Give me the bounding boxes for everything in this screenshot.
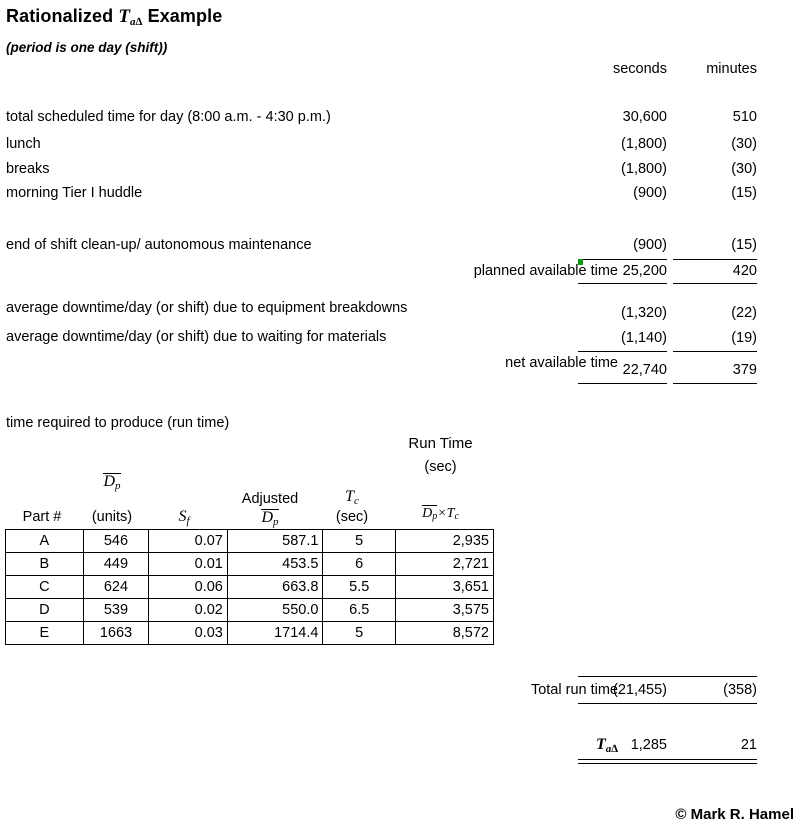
formula-tc-letter: T: [446, 506, 455, 521]
page-title-symbol: T: [118, 6, 131, 27]
statement-row-minutes: (30): [731, 161, 757, 177]
downtime-row-label: average downtime/day (or shift) due to equipment breakdowns: [6, 300, 408, 316]
net-available-rule-top-minutes: [673, 351, 757, 352]
total-run-time-label: Total run time: [530, 682, 618, 698]
adjusted-dp-subscript: p: [273, 516, 279, 528]
downtime-row-seconds: (1,140): [621, 330, 667, 346]
downtime-row-seconds: (1,320): [621, 305, 667, 321]
subtotal-rule-top-minutes: [673, 259, 757, 260]
cell-adjusted: 663.8: [227, 576, 323, 599]
subtotal-rule-bottom-seconds: [578, 283, 667, 284]
downtime-row-minutes: (19): [731, 330, 757, 346]
table-row: [6, 622, 494, 645]
subtotal-rule-bottom-minutes: [673, 283, 757, 284]
statement-row-label: lunch: [6, 136, 41, 152]
ta-delta-rule-2: [578, 763, 757, 764]
downtime-row-minutes: (22): [731, 305, 757, 321]
statement-row-seconds: (900): [633, 185, 667, 201]
cell-adjusted: 587.1: [227, 530, 323, 553]
net-available-time-seconds: 22,740: [622, 362, 667, 378]
dp-symbol-subscript: p: [115, 480, 121, 492]
page-title: [6, 6, 222, 28]
cell-sf: 0.01: [149, 553, 228, 576]
copyright-notice: © Mark R. Hamel: [675, 806, 794, 823]
statement-row-seconds: (900): [633, 237, 667, 253]
runtime-header-dp-symbol: [79, 473, 145, 494]
cell-part: C: [6, 576, 84, 599]
tc-symbol-subscript: c: [354, 495, 359, 507]
statement-row-seconds: (1,800): [621, 161, 667, 177]
runtime-header-tc-unit: (sec): [335, 509, 369, 525]
cell-part: A: [6, 530, 84, 553]
runtime-section-caption: time required to produce (run time): [6, 415, 230, 431]
statement-row-minutes: (30): [731, 136, 757, 152]
table-row: [6, 530, 494, 553]
cell-adjusted: 453.5: [227, 553, 323, 576]
table-row: [6, 599, 494, 622]
cell-part: D: [6, 599, 84, 622]
adjusted-dp-letter: D: [261, 509, 274, 526]
tc-symbol-letter: T: [345, 488, 354, 505]
cell-sf: 0.07: [149, 530, 228, 553]
ta-symbol-letter: T: [595, 736, 606, 753]
column-header-seconds: seconds: [612, 61, 667, 77]
planned-available-time-label: planned available time: [473, 263, 618, 279]
planned-available-time-minutes: 420: [732, 263, 757, 279]
runtime-header-part: Part #: [22, 509, 62, 525]
statement-row-label: end of shift clean-up/ autonomous maintenance: [6, 237, 312, 253]
runtime-header-title: Run Time: [408, 435, 473, 452]
cell-adjusted: 550.0: [227, 599, 323, 622]
runtime-header-tc-symbol: [317, 489, 387, 509]
ta-delta-minutes: 21: [740, 737, 757, 753]
downtime-row-label: average downtime/day (or shift) due to waiting for materials: [6, 329, 387, 345]
cell-part: E: [6, 622, 84, 645]
page-subtitle: (period is one day (shift)): [6, 40, 168, 55]
runtime-table: [5, 529, 494, 645]
ta-delta-rule-1: [578, 759, 757, 760]
statement-row-label: breaks: [6, 161, 50, 177]
runtime-header-adjusted-dp: [223, 509, 317, 530]
cell-runtime: 2,721: [395, 553, 493, 576]
page-title-suffix: Example: [142, 6, 223, 26]
formula-multiply-sign: ×: [437, 506, 447, 521]
cell-runtime: 3,575: [395, 599, 493, 622]
runtime-header-sf: [145, 509, 223, 529]
runtime-header-formula: [387, 505, 494, 525]
net-available-time-minutes: 379: [732, 362, 757, 378]
total-run-time-rule-top: [578, 676, 757, 677]
cell-tc: 5.5: [323, 576, 396, 599]
ta-delta-seconds: 1,285: [630, 737, 667, 753]
formula-dp-letter: D: [422, 506, 433, 521]
net-available-rule-bottom-seconds: [578, 383, 667, 384]
cell-tc: 5: [323, 622, 396, 645]
planned-available-time-seconds: 25,200: [622, 263, 667, 279]
cell-sf: 0.06: [149, 576, 228, 599]
cell-runtime: 3,651: [395, 576, 493, 599]
page-title-prefix: Rationalized: [6, 6, 119, 26]
statement-row-minutes: (15): [731, 237, 757, 253]
cell-tc: 5: [323, 530, 396, 553]
runtime-header-dp-units: (units): [91, 509, 133, 525]
cell-adjusted: 1714.4: [227, 622, 323, 645]
runtime-header-unit: (sec): [424, 459, 457, 475]
cell-runtime: 8,572: [395, 622, 493, 645]
table-row: [6, 553, 494, 576]
cell-sf: 0.02: [149, 599, 228, 622]
cell-tc: 6.5: [323, 599, 396, 622]
statement-row-seconds: 30,600: [622, 109, 667, 125]
runtime-table-headers: [5, 433, 494, 529]
statement-row-minutes: (15): [731, 185, 757, 201]
cell-dp: 624: [83, 576, 149, 599]
ta-symbol-subscript: a∆: [605, 743, 618, 755]
statement-row-label: total scheduled time for day (8:00 a.m. - 4:30 p.m.): [6, 109, 331, 125]
cell-dp: 546: [83, 530, 149, 553]
page-title-symbol-subscript: a∆: [130, 16, 143, 28]
cell-runtime: 2,935: [395, 530, 493, 553]
cell-dp: 539: [83, 599, 149, 622]
statement-row-label: morning Tier I huddle: [6, 185, 143, 201]
column-header-minutes: minutes: [706, 61, 757, 77]
cell-part: B: [6, 553, 84, 576]
total-run-time-minutes: (358): [723, 682, 757, 698]
formula-tc-subscript: c: [454, 511, 459, 522]
statement-row-seconds: (1,800): [621, 136, 667, 152]
sf-symbol-subscript: f: [186, 515, 190, 527]
table-row: [6, 576, 494, 599]
formula-dp-subscript: p: [432, 511, 438, 522]
total-run-time-seconds: (21,455): [612, 682, 667, 698]
cell-tc: 6: [323, 553, 396, 576]
total-run-time-rule-bottom: [578, 703, 757, 704]
statement-row-minutes: 510: [732, 109, 757, 125]
sf-symbol-letter: S: [178, 508, 187, 525]
cell-dp: 449: [83, 553, 149, 576]
cell-sf: 0.03: [149, 622, 228, 645]
dp-symbol-letter: D: [103, 473, 116, 490]
runtime-header-adjusted-label: Adjusted: [241, 491, 299, 507]
net-available-time-label: net available time: [505, 355, 618, 371]
net-available-rule-bottom-minutes: [673, 383, 757, 384]
cell-dp: 1663: [83, 622, 149, 645]
net-available-rule-top-seconds: [578, 351, 667, 352]
subtotal-rule-top-seconds: [578, 259, 667, 260]
